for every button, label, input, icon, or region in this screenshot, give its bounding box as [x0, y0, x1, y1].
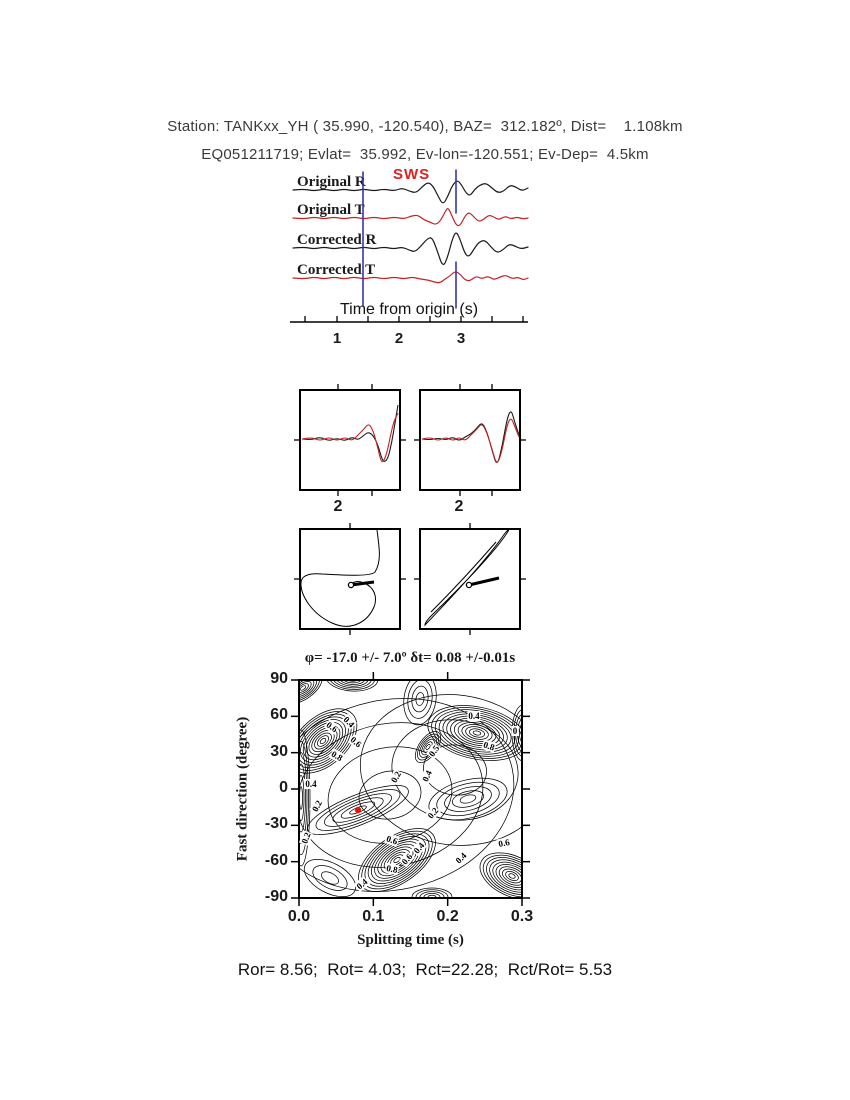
time-tick-label: 1: [332, 330, 342, 347]
contour-value-label: 0.6: [324, 719, 340, 735]
trace-label-original-t: Original T: [297, 202, 365, 218]
event-header: EQ051211719; Evlat= 35.992, Ev-lon=-120.551; Ev-Dep= 4.5km: [201, 146, 649, 163]
contour-ring: [279, 666, 328, 709]
trace-label-corrected-t: Corrected T: [297, 262, 376, 278]
trace-corrected-r: [293, 233, 528, 264]
particle-motion-curve: [431, 542, 496, 612]
contour-ring: [504, 870, 520, 883]
contour-ring: [356, 823, 438, 896]
zoom-box-traces-1: [422, 412, 519, 462]
contour-ring: [442, 782, 494, 816]
contour-value-label: 0.2: [299, 831, 313, 845]
contour-ring: [473, 730, 481, 736]
zoom-trace-black: [302, 405, 398, 461]
contour-y-tick-label: -60: [264, 851, 288, 869]
contour-ylabel: Fast direction (degree): [234, 716, 251, 862]
contour-ring: [350, 683, 559, 858]
contour-value-label: 0.6: [348, 734, 364, 750]
contour-ring: [312, 730, 335, 752]
contour-ring: [481, 850, 544, 902]
contour-value-label: 0.4: [411, 840, 427, 856]
fast-axis-bar: [469, 578, 499, 585]
contour-ring: [492, 860, 531, 892]
zoom-right-tick-label: 2: [454, 498, 464, 515]
contour-value-label: 0.4: [468, 711, 480, 721]
contour-value-label: 0.6: [399, 851, 415, 867]
contour-value-label: 0.5: [426, 743, 442, 759]
contour-value-label: 0.2: [388, 769, 404, 785]
contour-ring: [332, 667, 372, 689]
contour-value-label: 0.2: [309, 798, 325, 814]
contour-value-label: 0.6: [385, 833, 399, 847]
contour-value-label: 0.8: [385, 862, 399, 876]
contour-value-label: 0.8: [482, 739, 496, 753]
particle-motion-curve: [301, 530, 379, 626]
station-header: Station: TANKxx_YH ( 35.990, -120.540), BAZ= 312.182º, Dist= 1.108km: [167, 118, 683, 135]
splitting-result-line: Ror= 8.56; Rot= 4.03; Rct=22.28; Rct/Rot= 5.53: [237, 960, 613, 979]
contour-x-tick-label: 0.0: [287, 908, 311, 925]
contour-y-tick-label: 90: [270, 670, 288, 687]
trace-original-t: [293, 209, 528, 226]
contour-xlabel: Splitting time (s): [357, 932, 464, 948]
contour-value-label: 0.4: [305, 779, 317, 789]
contour-ring: [485, 853, 540, 898]
contour-y-tick-label: 30: [270, 742, 288, 760]
trace-label-corrected-r: Corrected R: [297, 232, 377, 248]
contour-ring: [342, 672, 362, 683]
particle-motion-start-marker: [466, 582, 471, 587]
contour-ring: [425, 771, 512, 827]
contour-x-tick-label: 0.2: [436, 908, 459, 925]
contour-value-label: 0.4: [341, 714, 357, 730]
zoom-left-tick-label: 2: [333, 498, 343, 515]
contour-value-label: 0.4: [420, 768, 434, 784]
particle-motion-box-0: [300, 529, 400, 629]
contour-y-tick-label: -30: [264, 815, 288, 833]
zoom-box-traces-0: [302, 405, 398, 462]
contour-value-label: 0.6: [497, 836, 511, 850]
particle-motion-start-marker: [348, 582, 353, 587]
contour-x-tick-label: 0.3: [510, 908, 534, 925]
contour-value-label: 0.8: [329, 748, 345, 764]
trace-corrected-t: [293, 272, 528, 283]
time-tick-label: 3: [456, 330, 466, 347]
contour-value-label: 0.4: [453, 850, 469, 866]
contour-value-label: 0: [512, 726, 518, 736]
sws-method-label: SWS: [393, 166, 431, 183]
time-axis-label: Time from origin (s): [339, 301, 479, 318]
contour-y-tick-label: 60: [270, 706, 288, 724]
zoom-trace-red: [422, 419, 519, 462]
contour-ring: [469, 727, 486, 738]
trace-group: [293, 170, 528, 308]
contour-ring: [325, 663, 379, 693]
trace-label-original-r: Original R: [297, 174, 366, 190]
zoom-trace-red: [302, 413, 398, 462]
best-fit-point: [355, 807, 361, 813]
time-tick-label: 2: [394, 330, 404, 347]
contour-value-label: 0.2: [425, 805, 441, 821]
contour-y-tick-label: 0: [279, 779, 288, 796]
trace-original-r: [293, 181, 528, 203]
contour-x-tick-label: 0.1: [362, 908, 385, 925]
contour-y-tick-label: -90: [264, 888, 288, 905]
contour-value-label: 0.4: [354, 876, 370, 892]
contour-ring: [298, 852, 362, 905]
contour-ring: [508, 873, 516, 879]
contour-title: φ= -17.0 +/- 7.0º δt= 0.08 +/-0.01s: [304, 650, 516, 666]
